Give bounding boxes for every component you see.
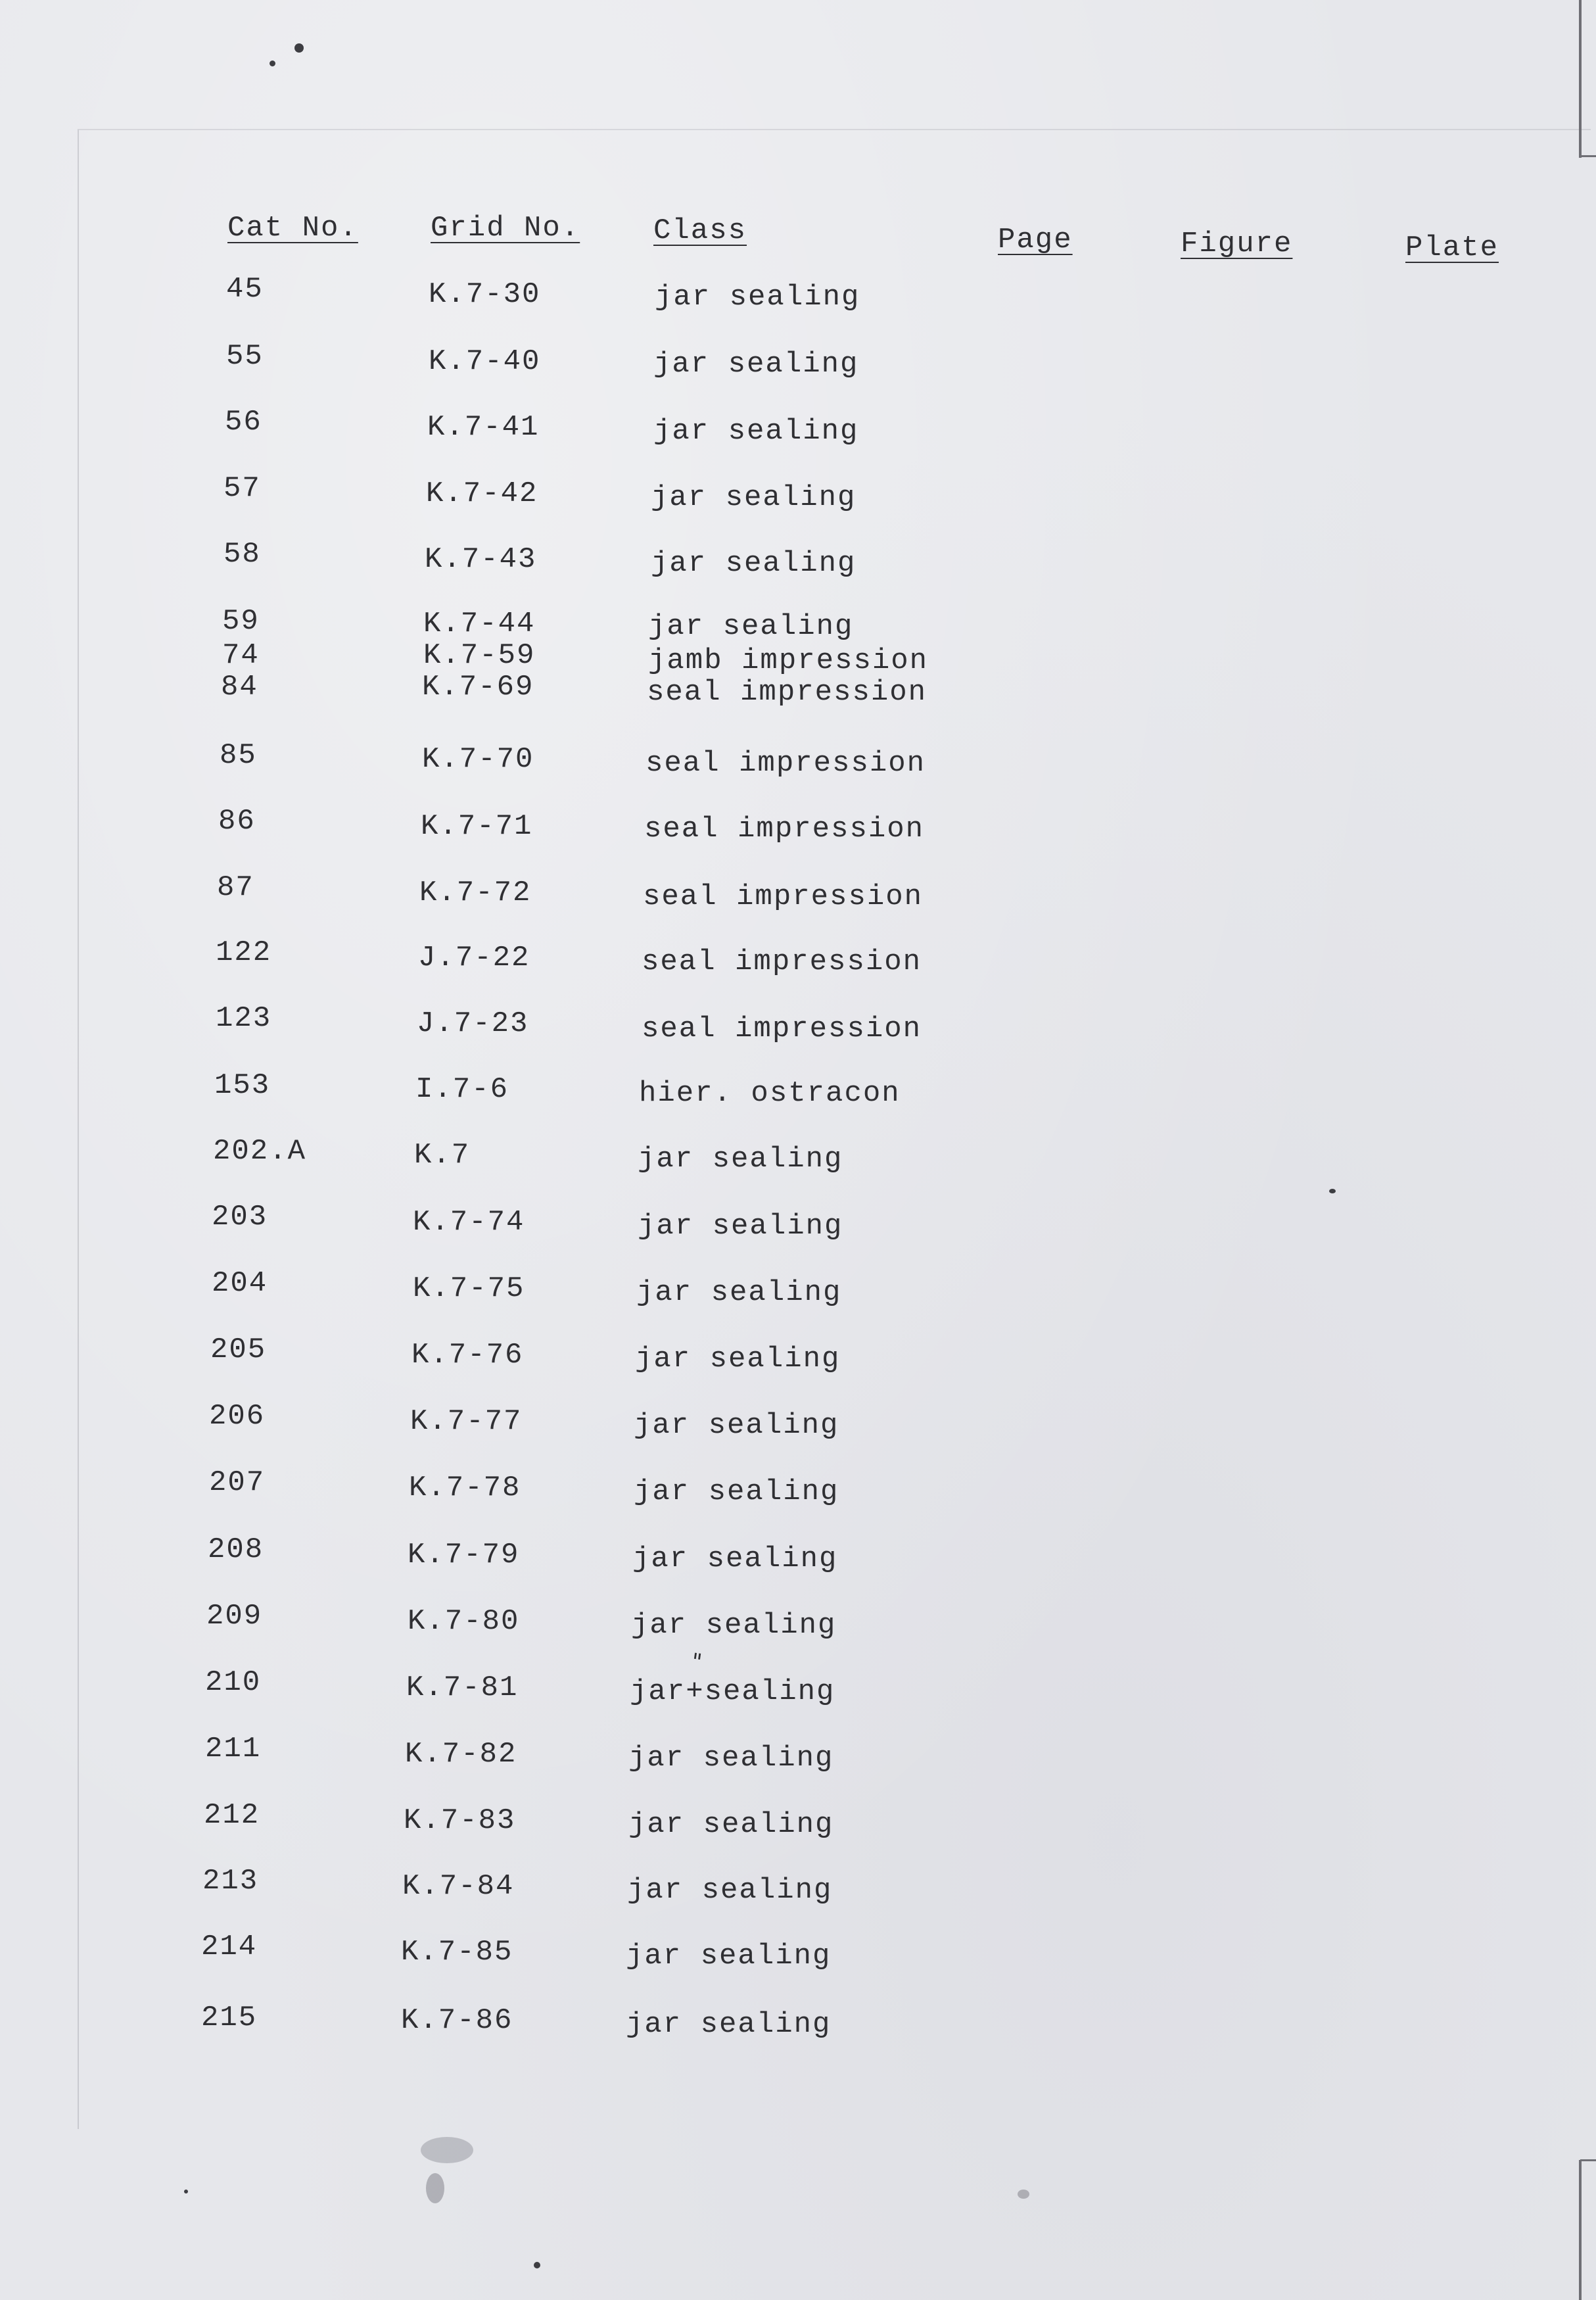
table-row (0, 1865, 1596, 1907)
speck (294, 43, 304, 53)
grid-no-cell: K.7-70 (422, 743, 534, 776)
grid-no-cell: K.7-79 (408, 1539, 520, 1571)
cat-no-cell: 55 (226, 340, 264, 373)
table-row (0, 739, 1596, 779)
cat-no-cell: 207 (209, 1466, 266, 1499)
cat-no-cell: 212 (204, 1799, 260, 1832)
class-cell: jar sealing (631, 1609, 837, 1642)
class-cell: jar sealing (638, 1143, 843, 1176)
cat-no-cell: 56 (225, 406, 262, 439)
table-row (0, 538, 1596, 580)
cat-no-cell: 215 (201, 2001, 258, 2034)
speck (270, 60, 275, 66)
class-cell: jar sealing (634, 1475, 839, 1508)
table-row (0, 340, 1596, 379)
table-row (0, 1600, 1596, 1642)
grid-no-cell: K.7-71 (421, 810, 533, 843)
table-row (0, 406, 1596, 448)
class-cell: jar sealing (628, 1742, 834, 1775)
cat-no-cell: 204 (212, 1267, 268, 1300)
grid-no-cell: K.7-42 (426, 477, 538, 510)
grid-no-cell: K.7-74 (413, 1206, 525, 1239)
ink-smudge (1018, 2190, 1029, 2199)
class-cell: seal impression (644, 813, 925, 846)
grid-no-cell: K.7-77 (410, 1405, 523, 1438)
class-cell: seal impression (642, 1013, 922, 1045)
class-cell: jar sealing (653, 415, 859, 448)
class-cell: jar sealing (626, 1940, 832, 1973)
grid-no-cell: K.7-44 (423, 608, 536, 640)
grid-no-cell: K.7-41 (427, 411, 540, 444)
table-row (0, 1201, 1596, 1243)
cat-no-cell: 85 (220, 739, 257, 772)
table-row (0, 1267, 1596, 1309)
cat-no-cell: 203 (212, 1201, 268, 1234)
grid-no-cell: K.7-80 (408, 1605, 520, 1638)
class-cell: jar sealing (638, 1210, 843, 1243)
cat-no-cell: 211 (205, 1733, 262, 1765)
cat-no-cell: 205 (210, 1333, 267, 1366)
ink-smudge (426, 2173, 444, 2203)
header-class: Class (653, 214, 747, 247)
cat-no-cell: 153 (214, 1069, 271, 1102)
class-cell: seal impression (643, 880, 924, 913)
cat-no-cell: 214 (201, 1930, 258, 1963)
grid-no-cell: J.7-22 (418, 942, 530, 974)
class-cell: jar sealing (626, 2008, 832, 2041)
class-cell: seal impression (645, 747, 926, 780)
grid-no-cell: K.7-59 (423, 639, 536, 672)
cat-no-cell: 59 (222, 605, 260, 638)
grid-no-cell: K.7-69 (422, 671, 534, 704)
grid-no-cell: K.7-40 (429, 345, 541, 378)
grid-no-cell: K.7-85 (401, 1936, 513, 1969)
class-cell: jar+sealing (630, 1675, 835, 1708)
class-cell: jar sealing (635, 1343, 841, 1376)
grid-no-cell: K.7-82 (405, 1738, 517, 1771)
table-row (0, 1533, 1596, 1573)
cat-no-cell: 208 (208, 1533, 264, 1566)
handwritten-ditto-mark: " (690, 1648, 704, 1676)
table-row (0, 1466, 1596, 1506)
class-cell: jamb impression (648, 644, 929, 677)
table-row (0, 1799, 1596, 1841)
class-cell: hier. ostracon (639, 1077, 901, 1110)
ink-smudge (421, 2137, 473, 2163)
table-row (0, 472, 1596, 512)
class-cell: jar sealing (636, 1276, 842, 1309)
class-cell: jar sealing (655, 281, 860, 314)
grid-no-cell: K.7-84 (402, 1870, 515, 1903)
cat-no-cell: 87 (217, 871, 254, 904)
table-row (0, 605, 1596, 644)
class-cell: jar sealing (627, 1874, 833, 1907)
cat-no-cell: 58 (223, 538, 261, 571)
table-row (0, 1002, 1596, 1045)
table-row (0, 671, 1596, 710)
header-grid-no: Grid No. (431, 212, 580, 245)
table-row (0, 871, 1596, 911)
table-row (0, 1069, 1596, 1109)
grid-no-cell: K.7-78 (409, 1472, 521, 1504)
scan-edge-mark-bottom (1579, 2160, 1582, 2300)
grid-no-cell: I.7-6 (415, 1073, 509, 1106)
table-row (0, 1666, 1596, 1706)
class-cell: jar sealing (634, 1409, 839, 1442)
cat-no-cell: 122 (216, 936, 272, 969)
cat-no-cell: 123 (216, 1002, 272, 1035)
cat-no-cell: 206 (209, 1400, 266, 1433)
header-page: Page (998, 224, 1073, 256)
cat-no-cell: 86 (218, 805, 256, 838)
table-row (0, 805, 1596, 844)
speck (184, 2190, 188, 2193)
cat-no-cell: 209 (206, 1600, 263, 1633)
grid-no-cell: J.7-23 (417, 1007, 529, 1040)
table-row (0, 1733, 1596, 1775)
table-row (0, 936, 1596, 976)
grid-no-cell: K.7-83 (404, 1804, 516, 1837)
cat-no-cell: 45 (226, 273, 264, 306)
grid-no-cell: K.7-86 (401, 2004, 513, 2037)
table-row (0, 273, 1596, 312)
grid-no-cell: K.7-30 (429, 278, 541, 311)
speck (534, 2262, 540, 2268)
cat-no-cell: 74 (222, 639, 260, 672)
grid-no-cell: K.7-75 (413, 1272, 525, 1305)
scan-edge-mark-top (1579, 0, 1582, 158)
table-row (0, 1333, 1596, 1376)
class-cell: jar sealing (651, 481, 857, 514)
grid-no-cell: K.7-76 (411, 1339, 524, 1372)
grid-no-cell: K.7-72 (419, 876, 532, 909)
header-cat-no: Cat No. (227, 212, 358, 245)
table-row (0, 1930, 1596, 1973)
cat-no-cell: 57 (223, 472, 261, 505)
cat-no-cell: 84 (221, 671, 258, 704)
class-cell: seal impression (642, 946, 922, 978)
class-cell: jar sealing (628, 1808, 834, 1841)
header-figure: Figure (1181, 228, 1293, 260)
table-row (0, 1135, 1596, 1174)
grid-no-cell: K.7 (414, 1139, 471, 1172)
cat-no-cell: 210 (205, 1666, 262, 1699)
scan-edge-mark-bottom-foot (1580, 2159, 1596, 2161)
grid-no-cell: K.7-43 (425, 543, 537, 576)
table-row (0, 2001, 1596, 2041)
table-row (0, 1400, 1596, 1442)
class-cell: jar sealing (651, 547, 857, 580)
cat-no-cell: 213 (202, 1865, 259, 1898)
grid-no-cell: K.7-81 (406, 1671, 519, 1704)
class-cell: jar sealing (648, 610, 854, 643)
scan-edge-mark-top-foot (1580, 155, 1596, 157)
header-plate: Plate (1405, 231, 1499, 264)
speck (1329, 1189, 1336, 1193)
class-cell: jar sealing (632, 1543, 838, 1575)
cat-no-cell: 202.A (213, 1135, 307, 1168)
class-cell: seal impression (647, 676, 927, 709)
class-cell: jar sealing (653, 348, 859, 381)
